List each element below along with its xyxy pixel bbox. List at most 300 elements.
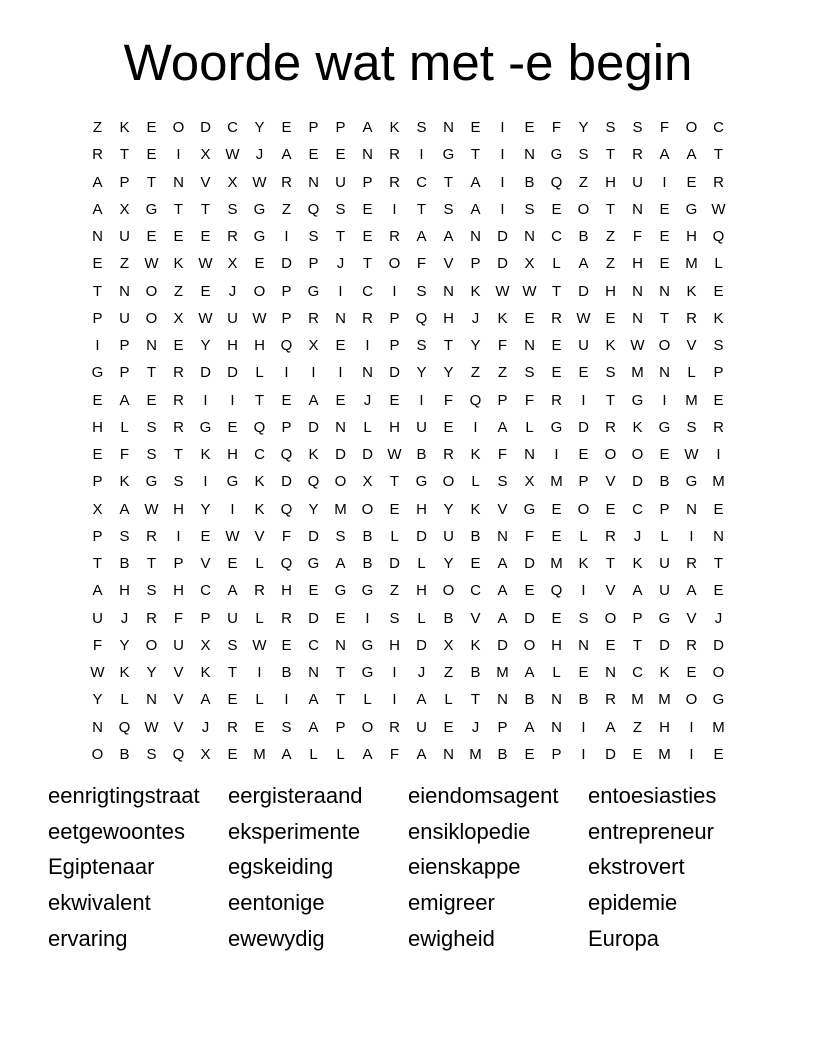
grid-letter: I [95,337,100,355]
grid-letter: O [253,282,266,300]
grid-letter: O [658,337,671,355]
grid-letter: M [658,691,671,709]
word-list-item: Europa [588,925,659,951]
grid-letter: S [335,527,346,545]
grid-letter: T [443,337,454,355]
grid-letter: N [335,309,346,327]
grid-letter: L [687,364,696,382]
grid-letter: R [632,146,643,164]
word-list-item: eetgewoontes [48,818,185,844]
grid-letter: A [92,173,103,191]
grid-letter: J [363,391,372,409]
grid-letter: A [308,691,319,709]
grid-letter: Y [92,691,103,709]
grid-letter: S [335,200,346,218]
grid-letter: R [92,146,103,164]
grid-letter: A [524,718,535,736]
grid-letter: H [416,582,427,600]
grid-letter: K [119,473,130,491]
grid-letter: E [659,255,670,273]
grid-letter: R [605,418,616,436]
grid-letter: E [227,418,238,436]
grid-letter: K [497,309,508,327]
grid-letter: G [145,200,158,218]
grid-letter: O [361,500,374,518]
grid-letter: N [659,364,670,382]
grid-letter: T [389,473,400,491]
grid-letter: E [551,527,562,545]
grid-letter: K [713,309,724,327]
grid-letter: M [685,391,698,409]
grid-letter: E [146,228,157,246]
grid-letter: G [334,582,347,600]
grid-letter: A [281,745,292,763]
grid-letter: A [443,228,454,246]
grid-letter: S [227,200,238,218]
grid-letter: V [470,609,481,627]
grid-letter: T [335,228,346,246]
grid-letter: A [470,173,481,191]
grid-letter: G [253,228,266,246]
grid-letter: A [686,582,697,600]
grid-letter: B [470,527,481,545]
grid-letter: U [227,609,238,627]
grid-letter: A [632,582,643,600]
grid-row [84,305,732,332]
grid-letter: B [119,745,130,763]
grid-letter: E [713,391,724,409]
grid-letter: D [389,555,400,573]
grid-letter: O [145,636,158,654]
grid-letter: K [605,337,616,355]
grid-letter: T [605,200,616,218]
word-list-item: ekstrovert [588,854,685,880]
grid-letter: J [471,309,480,327]
grid-letter: U [119,228,130,246]
grid-letter: G [307,555,320,573]
grid-letter: F [497,446,508,464]
grid-letter: J [255,146,264,164]
grid-letter: Y [416,364,427,382]
grid-letter: O [577,500,590,518]
grid-letter: K [578,555,589,573]
grid-letter: X [362,473,373,491]
grid-letter: T [146,555,157,573]
grid-letter: N [470,228,481,246]
grid-letter: I [500,146,505,164]
grid-letter: E [713,500,724,518]
grid-letter: D [497,636,508,654]
grid-letter: V [605,473,616,491]
grid-letter: A [578,255,589,273]
grid-letter: V [605,582,616,600]
grid-letter: L [579,527,588,545]
grid-letter: R [362,309,373,327]
grid-letter: L [255,691,264,709]
grid-letter: S [416,119,427,137]
grid-letter: E [254,718,265,736]
grid-letter: X [200,146,211,164]
grid-letter: A [416,228,427,246]
grid-letter: A [281,146,292,164]
grid-letter: E [551,500,562,518]
grid-letter: W [711,200,726,218]
grid-letter: Q [172,745,185,763]
grid-letter: L [255,609,264,627]
grid-letter: X [443,636,454,654]
grid-letter: Z [470,364,481,382]
grid-letter: I [392,664,397,682]
word-list-item: eenrigtingstraat [48,783,200,808]
grid-row [84,741,732,768]
grid-letter: E [551,337,562,355]
grid-letter: S [632,119,643,137]
grid-letter: K [632,418,643,436]
grid-letter: A [119,500,130,518]
grid-letter: B [578,228,589,246]
grid-letter: I [176,527,181,545]
grid-letter: W [630,337,645,355]
grid-letter: E [659,446,670,464]
grid-letter: G [307,282,320,300]
grid-letter: F [551,119,562,137]
grid-letter: N [578,636,589,654]
word-list-item: egskeiding [228,854,334,880]
grid-letter: I [473,418,478,436]
grid-letter: E [686,664,697,682]
grid-letter: L [120,691,129,709]
grid-letter: S [497,473,508,491]
grid-letter: N [308,173,319,191]
letter-grid [84,114,732,768]
grid-letter: V [686,609,697,627]
grid-letter: U [335,173,346,191]
grid-letter: E [524,309,535,327]
grid-row [84,523,732,550]
grid-letter: Y [470,337,481,355]
grid-letter: K [470,636,481,654]
grid-letter: O [685,119,698,137]
grid-letter: N [335,418,346,436]
grid-letter: L [444,691,453,709]
grid-letter: P [119,337,130,355]
grid-letter: A [659,146,670,164]
grid-letter: G [361,636,374,654]
grid-letter: N [551,718,562,736]
grid-letter: T [146,173,157,191]
grid-letter: D [659,636,670,654]
grid-letter: E [146,391,157,409]
grid-letter: E [335,146,346,164]
grid-letter: D [200,119,211,137]
grid-letter: E [308,582,319,600]
grid-letter: A [470,200,481,218]
grid-letter: E [281,119,292,137]
grid-letter: W [387,446,402,464]
grid-letter: T [632,636,643,654]
word-list [48,778,788,956]
grid-letter: J [201,718,210,736]
grid-row [84,441,732,468]
grid-letter: A [227,582,238,600]
grid-letter: D [497,228,508,246]
grid-letter: W [144,718,159,736]
grid-letter: H [443,309,454,327]
grid-letter: U [443,527,454,545]
grid-letter: F [416,255,427,273]
word-list-item: entrepreneur [588,818,714,844]
grid-letter: Y [443,500,454,518]
grid-letter: V [443,255,454,273]
grid-letter: E [308,146,319,164]
grid-letter: P [632,609,643,627]
grid-letter: B [119,555,130,573]
puzzle-title: Woorde wat met -e begin [123,34,693,91]
grid-letter: L [552,255,561,273]
grid-letter: B [416,446,427,464]
grid-letter: V [200,555,211,573]
grid-letter: Y [443,555,454,573]
grid-letter: C [254,446,265,464]
grid-letter: A [686,146,697,164]
grid-letter: A [92,200,103,218]
grid-letter: E [146,146,157,164]
grid-letter: N [443,745,454,763]
grid-letter: T [443,173,454,191]
grid-letter: E [173,228,184,246]
grid-letter: C [308,636,319,654]
grid-letter: F [389,745,400,763]
grid-letter: G [442,146,455,164]
grid-letter: K [308,446,319,464]
grid-letter: R [281,609,292,627]
grid-letter: F [524,391,535,409]
grid-row [84,169,732,196]
grid-letter: Q [469,391,482,409]
grid-letter: N [524,146,535,164]
grid-letter: E [362,200,373,218]
grid-letter: Q [118,718,131,736]
grid-letter: F [92,636,103,654]
grid-letter: E [335,609,346,627]
grid-letter: Z [119,255,130,273]
grid-letter: U [659,582,670,600]
grid-letter: K [659,664,670,682]
grid-letter: N [146,691,157,709]
grid-letter: H [173,582,184,600]
grid-letter: I [716,446,721,464]
grid-letter: L [255,555,264,573]
grid-letter: V [173,718,184,736]
grid-letter: P [119,173,130,191]
grid-letter: L [255,364,264,382]
grid-letter: S [578,146,589,164]
grid-letter: X [200,745,211,763]
grid-letter: M [658,745,671,763]
grid-letter: N [632,282,643,300]
grid-letter: K [200,664,211,682]
grid-letter: U [578,337,589,355]
grid-letter: E [281,391,292,409]
grid-letter: N [443,119,454,137]
grid-letter: X [308,337,319,355]
grid-letter: W [252,636,267,654]
grid-letter: O [145,282,158,300]
grid-letter: O [442,582,455,600]
grid-letter: S [146,418,157,436]
grid-letter: S [686,418,697,436]
grid-letter: R [254,582,265,600]
grid-letter: P [281,418,292,436]
grid-letter: A [416,691,427,709]
word-list-item: eergisteraand [228,783,363,808]
grid-row [84,114,732,141]
grid-row [84,332,732,359]
grid-letter: S [605,119,616,137]
grid-letter: R [686,636,697,654]
grid-letter: Z [605,255,616,273]
grid-letter: Z [578,173,589,191]
grid-letter: W [198,255,213,273]
grid-letter: I [500,119,505,137]
grid-letter: O [712,664,725,682]
grid-letter: B [524,173,535,191]
grid-letter: Y [200,337,211,355]
grid-letter: I [581,391,586,409]
grid-letter: T [335,664,346,682]
grid-letter: Z [92,119,103,137]
word-list-item: ervaring [48,925,128,951]
grid-row [84,468,732,495]
grid-letter: R [281,173,292,191]
grid-letter: C [632,500,643,518]
word-list-item: eksperimente [228,818,361,844]
grid-letter: C [227,119,238,137]
grid-letter: E [551,200,562,218]
grid-letter: U [632,173,643,191]
grid-letter: T [92,555,103,573]
grid-letter: A [119,391,130,409]
grid-letter: L [552,664,561,682]
grid-letter: Q [280,555,293,573]
grid-letter: M [253,745,266,763]
grid-letter: T [200,200,211,218]
grid-letter: G [523,500,536,518]
word-list-item: entoesiasties [588,783,717,808]
grid-letter: H [416,500,427,518]
grid-letter: P [200,609,211,627]
grid-letter: E [281,636,292,654]
grid-letter: P [497,391,508,409]
grid-letter: R [227,228,238,246]
grid-letter: N [686,500,697,518]
grid-letter: D [713,636,724,654]
grid-letter: D [281,255,292,273]
grid-letter: P [389,309,400,327]
grid-letter: F [119,446,130,464]
grid-letter: J [120,609,129,627]
grid-letter: B [470,664,481,682]
grid-letter: S [146,745,157,763]
grid-letter: W [144,255,159,273]
grid-letter: I [203,391,208,409]
grid-letter: P [470,255,481,273]
grid-letter: B [443,609,454,627]
grid-letter: E [578,364,589,382]
grid-letter: R [551,391,562,409]
grid-letter: A [362,745,373,763]
grid-letter: G [550,418,563,436]
grid-letter: W [225,527,240,545]
grid-letter: S [173,473,184,491]
grid-letter: F [173,609,184,627]
grid-letter: E [200,228,211,246]
grid-letter: P [578,473,589,491]
grid-letter: U [227,309,238,327]
grid-letter: Y [308,500,319,518]
grid-letter: N [659,282,670,300]
grid-row [84,223,732,250]
grid-letter: H [281,582,292,600]
grid-letter: K [470,282,481,300]
grid-letter: P [92,527,103,545]
word-list-item: ewigheid [408,925,495,951]
grid-letter: I [581,582,586,600]
grid-letter: P [335,718,346,736]
grid-letter: R [146,527,157,545]
grid-letter: N [497,691,508,709]
grid-letter: E [713,745,724,763]
grid-letter: I [257,664,262,682]
grid-letter: N [524,446,535,464]
grid-letter: E [389,500,400,518]
grid-letter: P [389,337,400,355]
grid-letter: G [550,146,563,164]
grid-letter: I [284,364,289,382]
grid-letter: L [417,609,426,627]
grid-letter: T [713,146,724,164]
grid-letter: A [497,609,508,627]
grid-letter: T [605,555,616,573]
grid-row [84,359,732,386]
grid-letter: S [389,609,400,627]
grid-letter: O [523,636,536,654]
grid-letter: E [389,391,400,409]
grid-letter: E [227,691,238,709]
grid-letter: K [470,446,481,464]
grid-letter: R [389,173,400,191]
grid-letter: H [227,337,238,355]
grid-letter: X [227,255,238,273]
grid-letter: P [551,745,562,763]
grid-letter: J [471,718,480,736]
grid-letter: R [686,309,697,327]
grid-letter: I [392,691,397,709]
grid-letter: T [362,255,373,273]
grid-letter: H [632,255,643,273]
grid-letter: U [173,636,184,654]
grid-letter: D [335,446,346,464]
grid-letter: Z [632,718,643,736]
grid-letter: G [253,200,266,218]
grid-row [84,605,732,632]
grid-letter: I [338,282,343,300]
grid-letter: P [92,473,103,491]
grid-letter: P [308,255,319,273]
grid-letter: Y [578,119,589,137]
grid-letter: E [524,119,535,137]
word-list-item: ensiklopedie [408,818,531,844]
